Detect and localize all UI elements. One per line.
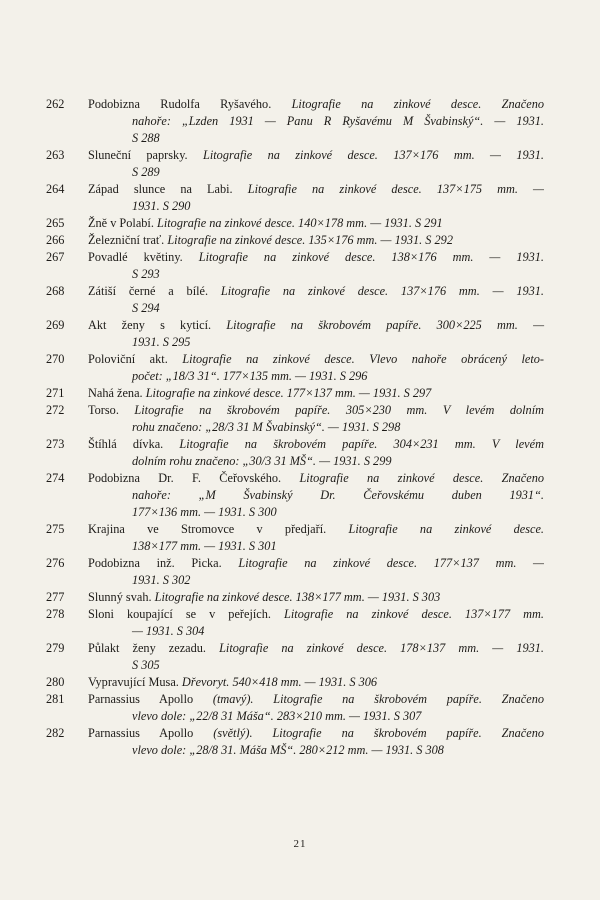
entry-technique-text: Litografie na zinkové desce. 137×176 mm. — 1931. <box>203 148 545 162</box>
entry-line <box>88 198 544 215</box>
entry-technique-text: vlevo dole: „28/8 31. Máša MŠ“. 280×212 mm. — 1931. S 308 <box>132 743 444 757</box>
catalog-entry <box>44 317 544 351</box>
entry-title-text: Žně v Polabí. <box>88 216 157 230</box>
entry-line <box>88 742 544 759</box>
catalog-entry <box>44 691 544 725</box>
catalog-entry <box>44 470 544 521</box>
entry-line <box>88 674 544 691</box>
entry-line <box>88 657 544 674</box>
entry-number: 266 <box>46 233 65 247</box>
entry-technique-text: (světlý). Litografie na škrobovém papíře. Značeno <box>213 726 544 740</box>
entry-text <box>88 436 544 470</box>
entry-number: 265 <box>46 216 65 230</box>
entry-technique-text: nahoře: „M Švabinský Dr. Čeřovskému duben 1931“. <box>132 488 544 502</box>
catalog-entry <box>44 521 544 555</box>
entry-text <box>88 521 544 555</box>
catalog-entry <box>44 555 544 589</box>
entry-technique-text: Litografie na zinkové desce. Značeno <box>291 97 544 111</box>
page-number: 21 <box>293 838 307 850</box>
entry-line <box>88 402 544 419</box>
entry-number: 278 <box>46 607 65 621</box>
entry-technique-text: Litografie na zinkové desce. <box>348 522 544 536</box>
entry-technique-text: 1931. S 290 <box>132 199 191 213</box>
entry-technique-text: 1931. S 302 <box>132 573 191 587</box>
entry-technique-text: Litografie na zinkové desce. 135×176 mm. — 1931. S 292 <box>167 233 453 247</box>
entry-line <box>88 181 544 198</box>
catalog-entry <box>44 147 544 181</box>
entry-text <box>88 555 544 589</box>
entry-number: 274 <box>46 471 65 485</box>
catalog-entry <box>44 589 544 606</box>
entry-line <box>88 572 544 589</box>
entry-line <box>88 555 544 572</box>
entry-number: 276 <box>46 556 65 570</box>
entry-technique-text: 1931. S 295 <box>132 335 191 349</box>
entry-title-text: Akt ženy s kyticí. <box>88 318 227 332</box>
entry-line <box>88 691 544 708</box>
entry-line <box>88 300 544 317</box>
entry-line <box>88 623 544 640</box>
entry-technique-text: S 289 <box>132 165 160 179</box>
entry-title-text: Půlakt ženy zezadu. <box>88 641 220 655</box>
entry-technique-text: S 294 <box>132 301 160 315</box>
entry-title-text: Podobizna Rudolfa Ryšavého. <box>88 97 292 111</box>
entry-number: 279 <box>46 641 65 655</box>
entry-title-text: Železniční trať. <box>88 233 168 247</box>
entry-title-text: Slunný svah. <box>88 590 155 604</box>
entry-line <box>88 504 544 521</box>
catalog-entry <box>44 436 544 470</box>
entry-technique-text: Litografie na zinkové desce. 137×175 mm. — <box>247 182 544 196</box>
catalog-entry <box>44 606 544 640</box>
entry-title-text: Podobizna Dr. F. Čeřovského. <box>88 471 300 485</box>
entry-line <box>88 725 544 742</box>
entry-number: 270 <box>46 352 65 366</box>
entry-technique-text: nahoře: „Lzden 1931 — Panu R Ryšavému M Švabinský“. — 1931. <box>132 114 544 128</box>
entry-line <box>88 589 544 606</box>
entry-number: 267 <box>46 250 65 264</box>
entry-number: 280 <box>46 675 65 689</box>
entry-line <box>88 368 544 385</box>
entry-number: 264 <box>46 182 65 196</box>
entry-number: 272 <box>46 403 65 417</box>
entry-title-text: Poloviční akt. <box>88 352 183 366</box>
entry-number: 263 <box>46 148 65 162</box>
catalog-entry <box>44 351 544 385</box>
catalog-entry <box>44 283 544 317</box>
entry-line <box>88 164 544 181</box>
entry-text <box>88 147 544 181</box>
entry-line <box>88 113 544 130</box>
entry-line <box>88 249 544 266</box>
entry-technique-text: Litografie na škrobovém papíře. 300×225 mm. — <box>226 318 544 332</box>
entry-technique-text: Litografie na zinkové desce. 137×177 mm. <box>284 607 544 621</box>
entry-text <box>88 232 544 249</box>
entry-technique-text: Litografie na zinkové desce. Vlevo nahoře obrácený leto- <box>182 352 544 366</box>
entry-text <box>88 385 544 402</box>
entry-line <box>88 436 544 453</box>
entry-technique-text: rohu značeno: „28/3 31 M Švabinský“. — 1931. S 298 <box>132 420 401 434</box>
entry-number: 268 <box>46 284 65 298</box>
catalog-list <box>44 96 544 759</box>
entry-technique-text: Litografie na škrobovém papíře. 305×230 mm. V levém dolním <box>134 403 544 417</box>
entry-text <box>88 283 544 317</box>
entry-title-text: Povadlé květiny. <box>88 250 199 264</box>
catalog-entry <box>44 402 544 436</box>
entry-technique-text: Litografie na zinkové desce. 137×176 mm. — 1931. <box>220 284 545 298</box>
entry-text <box>88 317 544 351</box>
entry-title-text: Vypravující Musa. <box>88 675 182 689</box>
entry-technique-text: dolním rohu značeno: „30/3 31 MŠ“. — 1931. S 299 <box>132 454 392 468</box>
entry-line <box>88 521 544 538</box>
entry-technique-text: 177×136 mm. — 1931. S 300 <box>132 505 277 519</box>
entry-line <box>88 351 544 368</box>
entry-technique-text: Litografie na zinkové desce. 177×137 mm. — 1931. S 297 <box>145 386 432 400</box>
entry-line <box>88 266 544 283</box>
entry-title-text: Torso. <box>88 403 135 417</box>
catalog-entry <box>44 96 544 147</box>
entry-line <box>88 130 544 147</box>
entry-line <box>88 147 544 164</box>
entry-technique-text: Litografie na zinkové desce. Značeno <box>299 471 544 485</box>
entry-number: 273 <box>46 437 65 451</box>
entry-line <box>88 96 544 113</box>
entry-line <box>88 606 544 623</box>
entry-number: 275 <box>46 522 65 536</box>
catalog-entry <box>44 181 544 215</box>
catalog-entry <box>44 215 544 232</box>
entry-number: 282 <box>46 726 65 740</box>
entry-technique-text: Litografie na zinkové desce. 177×137 mm. — <box>238 556 544 570</box>
entry-text <box>88 181 544 215</box>
entry-line <box>88 232 544 249</box>
entry-title-text: Parnassius Apollo <box>88 692 213 706</box>
entry-text <box>88 606 544 640</box>
entry-title-text: Zátiší černé a bílé. <box>88 284 221 298</box>
entry-line <box>88 334 544 351</box>
entry-number: 281 <box>46 692 65 706</box>
entry-title-text: Sloni koupající se v peřejích. <box>88 607 285 621</box>
entry-title-text: Nahá žena. <box>88 386 146 400</box>
entry-text <box>88 640 544 674</box>
catalog-entry <box>44 640 544 674</box>
entry-text <box>88 725 544 759</box>
entry-technique-text: Litografie na zinkové desce. 138×177 mm. — 1931. S 303 <box>154 590 441 604</box>
entry-technique-text: — 1931. S 304 <box>132 624 205 638</box>
entry-line <box>88 419 544 436</box>
entry-technique-text: Litografie na škrobovém papíře. 304×231 mm. V levém <box>179 437 544 451</box>
entry-text <box>88 402 544 436</box>
entry-text <box>88 674 544 691</box>
entry-technique-text: S 293 <box>132 267 160 281</box>
entry-title-text: Krajina ve Stromovce v předjaří. <box>88 522 349 536</box>
catalog-entry <box>44 725 544 759</box>
catalog-entry <box>44 232 544 249</box>
entry-number: 269 <box>46 318 65 332</box>
entry-number: 277 <box>46 590 65 604</box>
entry-technique-text: počet: „18/3 31“. 177×135 mm. — 1931. S 296 <box>132 369 368 383</box>
entry-title-text: Sluneční paprsky. <box>88 148 203 162</box>
entry-line <box>88 487 544 504</box>
entry-text <box>88 351 544 385</box>
entry-line <box>88 385 544 402</box>
entry-technique-text: 138×177 mm. — 1931. S 301 <box>132 539 277 553</box>
entry-title-text: Západ slunce na Labi. <box>88 182 248 196</box>
entry-title-text: Parnassius Apollo <box>88 726 214 740</box>
entry-technique-text: Litografie na zinkové desce. 178×137 mm. — 1931. <box>219 641 544 655</box>
entry-line <box>88 317 544 334</box>
entry-line <box>88 283 544 300</box>
entry-line <box>88 640 544 657</box>
catalog-entry <box>44 385 544 402</box>
catalog-entry <box>44 674 544 691</box>
entry-text <box>88 589 544 606</box>
catalog-entry <box>44 249 544 283</box>
entry-line <box>88 538 544 555</box>
entry-technique-text: S 305 <box>132 658 160 672</box>
entry-technique-text: S 288 <box>132 131 160 145</box>
entry-text <box>88 691 544 725</box>
entry-title-text: Štíhlá dívka. <box>88 437 180 451</box>
entry-number: 271 <box>46 386 65 400</box>
entry-technique-text: (tmavý). Litografie na škrobovém papíře. Značeno <box>212 692 544 706</box>
entry-technique-text: vlevo dole: „22/8 31 Máša“. 283×210 mm. — 1931. S 307 <box>132 709 422 723</box>
entry-technique-text: Dřevoryt. 540×418 mm. — 1931. S 306 <box>181 675 378 689</box>
entry-text <box>88 470 544 521</box>
entry-number: 262 <box>46 97 65 111</box>
entry-line <box>88 470 544 487</box>
entry-text <box>88 249 544 283</box>
entry-text <box>88 96 544 147</box>
entry-text <box>88 215 544 232</box>
entry-technique-text: Litografie na zinkové desce. 138×176 mm. — 1931. <box>198 250 544 264</box>
entry-line <box>88 453 544 470</box>
entry-line <box>88 708 544 725</box>
entry-title-text: Podobizna inž. Picka. <box>88 556 239 570</box>
entry-line <box>88 215 544 232</box>
entry-technique-text: Litografie na zinkové desce. 140×178 mm. — 1931. S 291 <box>157 216 443 230</box>
